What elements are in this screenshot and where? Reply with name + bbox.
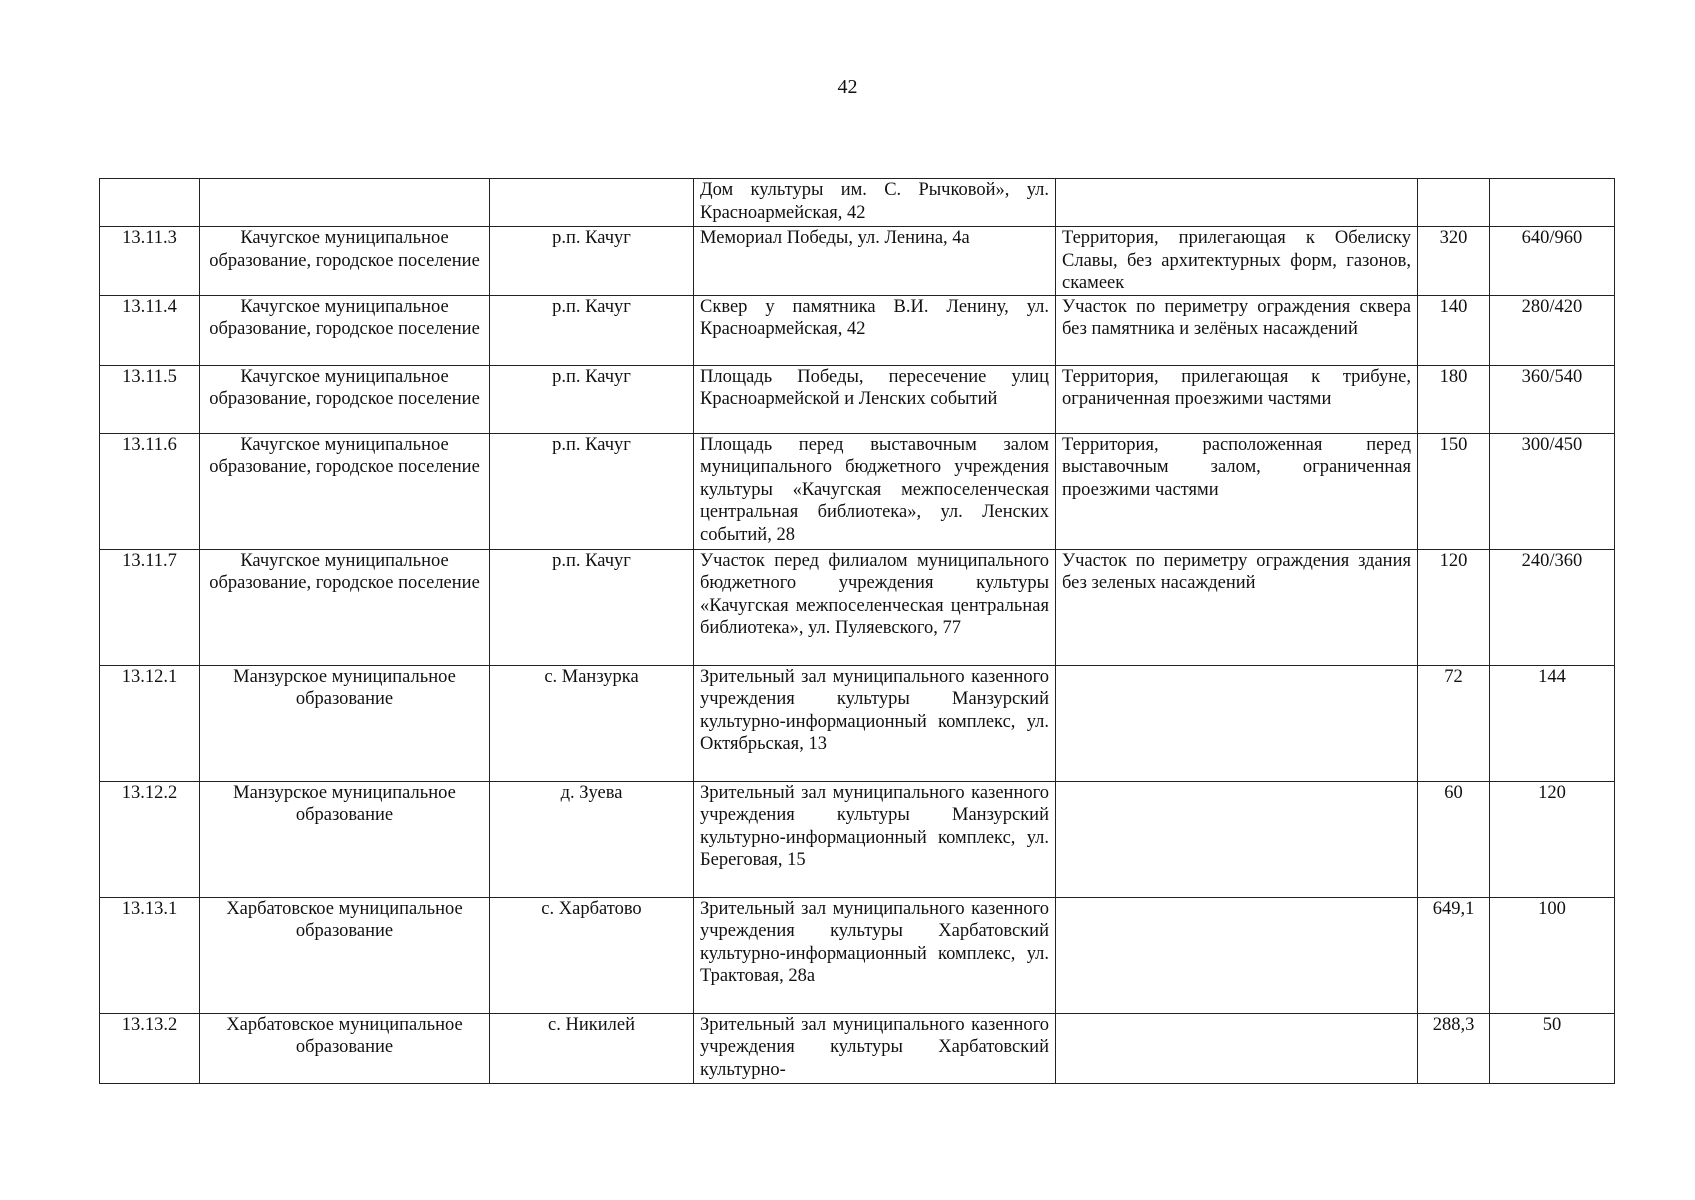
municipality-name-text: Качугское муниципальное образование, городское поселение: [209, 550, 480, 593]
cell-item-number: [100, 1013, 200, 1083]
cell-area-description: [1056, 365, 1418, 433]
cell-object-address: [694, 433, 1056, 549]
locality-name-text: р.п. Качуг: [552, 434, 631, 455]
item-number-text: 13.12.2: [121, 782, 178, 803]
cell-item-number: [100, 433, 200, 549]
cell-area-description: [1056, 665, 1418, 781]
locality-name-text: р.п. Качуг: [552, 228, 631, 248]
table-row: [100, 781, 1615, 897]
table-row: [100, 665, 1615, 781]
table-row: [100, 179, 1615, 227]
cell-municipality-name: [200, 549, 490, 665]
cell-capacity-value: [1490, 549, 1615, 665]
area-value-text: 288,3: [1432, 1014, 1475, 1035]
cell-locality-name: [490, 665, 694, 781]
cell-object-address: [694, 227, 1056, 296]
cell-capacity-value: [1490, 1013, 1615, 1083]
cell-area-description: [1056, 295, 1418, 365]
cell-object-address: [694, 897, 1056, 1013]
municipality-name-text: Качугское муниципальное образование, городское поселение: [209, 296, 480, 339]
area-value-text: 150: [1439, 434, 1468, 455]
capacity-value-text: 360/540: [1521, 366, 1583, 387]
cell-locality-name: [490, 365, 694, 433]
municipality-name-text: Харбатовское муниципальное образование: [226, 898, 463, 941]
cell-area-value: [1418, 433, 1490, 549]
locality-name-text: д. Зуева: [560, 782, 623, 803]
cell-municipality-name: [200, 665, 490, 781]
item-number-text: 13.11.6: [122, 434, 177, 455]
municipality-name-text: Качугское муниципальное образование, городское поселение: [209, 228, 480, 271]
area-value-text: 140: [1439, 296, 1468, 317]
municipality-name-text: Качугское муниципальное образование, городское поселение: [209, 434, 480, 477]
cell-municipality-name: [200, 179, 490, 227]
cell-municipality-name: [200, 227, 490, 296]
facilities-table: [99, 178, 1615, 1084]
cell-municipality-name: [200, 781, 490, 897]
capacity-value-text: 144: [1538, 666, 1566, 687]
cell-area-value: [1418, 227, 1490, 296]
cell-object-address: [694, 549, 1056, 665]
cell-area-description: [1056, 227, 1418, 296]
table-row: [100, 365, 1615, 433]
object-address-text: Зрительный зал муниципального казенного учреждения культуры Харбатовский культурно-: [700, 1014, 1049, 1080]
page-number: 42: [837, 76, 858, 98]
municipality-name-text: Манзурское муниципальное образование: [233, 782, 456, 825]
cell-locality-name: [490, 295, 694, 365]
cell-capacity-value: [1490, 781, 1615, 897]
object-address-text: Дом культуры им. С. Рычковой», ул. Красноармейская, 42: [700, 180, 1049, 223]
table-row: [100, 549, 1615, 665]
locality-name-text: р.п. Качуг: [552, 366, 631, 387]
cell-municipality-name: [200, 365, 490, 433]
area-description-text: Участок по периметру ограждения сквера без памятника и зелёных насаждений: [1062, 296, 1411, 339]
object-address-text: Мемориал Победы, ул. Ленина, 4а: [700, 228, 970, 248]
cell-area-description: [1056, 781, 1418, 897]
municipality-name-text: Качугское муниципальное образование, городское поселение: [209, 366, 480, 409]
table-row: [100, 433, 1615, 549]
capacity-value-text: 50: [1542, 1014, 1562, 1035]
cell-area-value: [1418, 665, 1490, 781]
object-address-text: Зрительный зал муниципального казенного учреждения культуры Манзурский культурно-информационный комплекс, ул. Октябрьская, 13: [700, 666, 1049, 754]
capacity-value-text: 100: [1538, 898, 1566, 919]
cell-locality-name: [490, 179, 694, 227]
table-row: [100, 897, 1615, 1013]
object-address-text: Зрительный зал муниципального казенного учреждения культуры Харбатовский культурно-информационный комплекс, ул. Трактовая, 28а: [700, 898, 1049, 986]
item-number-text: 13.11.4: [122, 296, 177, 317]
item-number-text: 13.11.3: [122, 228, 177, 248]
cell-object-address: [694, 1013, 1056, 1083]
cell-object-address: [694, 365, 1056, 433]
object-address-text: Площадь Победы, пересечение улиц Красноармейской и Ленских событий: [700, 366, 1049, 409]
cell-area-description: [1056, 549, 1418, 665]
area-value-text: 180: [1439, 366, 1468, 387]
cell-capacity-value: [1490, 227, 1615, 296]
item-number-text: 13.12.1: [121, 666, 178, 687]
area-value-text: 649,1: [1432, 898, 1475, 919]
cell-capacity-value: [1490, 433, 1615, 549]
locality-name-text: с. Никилей: [548, 1014, 635, 1035]
object-address-text: Площадь перед выставочным залом муниципального бюджетного учреждения культуры «Качугская межпоселенческая центральная библиотека», ул. Ленских событий, 28: [700, 434, 1049, 545]
cell-municipality-name: [200, 433, 490, 549]
cell-item-number: [100, 295, 200, 365]
cell-area-value: [1418, 781, 1490, 897]
cell-item-number: [100, 179, 200, 227]
cell-area-value: [1418, 365, 1490, 433]
cell-locality-name: [490, 1013, 694, 1083]
area-description-text: Территория, расположенная перед выставочным залом, ограниченная проезжими частями: [1062, 434, 1411, 500]
locality-name-text: с. Харбатово: [541, 898, 642, 919]
cell-object-address: [694, 295, 1056, 365]
object-address-text: Сквер у памятника В.И. Ленину, ул. Красноармейская, 42: [700, 296, 1049, 339]
cell-municipality-name: [200, 295, 490, 365]
cell-capacity-value: [1490, 179, 1615, 227]
cell-item-number: [100, 781, 200, 897]
cell-item-number: [100, 897, 200, 1013]
capacity-value-text: 640/960: [1521, 228, 1583, 248]
locality-name-text: р.п. Качуг: [552, 550, 631, 571]
cell-item-number: [100, 665, 200, 781]
locality-name-text: р.п. Качуг: [552, 296, 631, 317]
cell-object-address: [694, 665, 1056, 781]
municipality-name-text: Манзурское муниципальное образование: [233, 666, 456, 709]
cell-capacity-value: [1490, 665, 1615, 781]
cell-area-value: [1418, 179, 1490, 227]
cell-locality-name: [490, 897, 694, 1013]
cell-municipality-name: [200, 1013, 490, 1083]
cell-area-description: [1056, 179, 1418, 227]
item-number-text: 13.13.2: [121, 1014, 178, 1035]
item-number-text: 13.11.7: [122, 550, 177, 571]
cell-locality-name: [490, 781, 694, 897]
capacity-value-text: 120: [1538, 782, 1566, 803]
object-address-text: Участок перед филиалом муниципального бюджетного учреждения культуры «Качугская межпоселенческая центральная библиотека», ул. Пуляевского, 77: [700, 550, 1049, 638]
table-row: [100, 1013, 1615, 1083]
area-description-text: Территория, прилегающая к Обелиску Славы, без архитектурных форм, газонов, скамеек: [1062, 228, 1411, 293]
item-number-text: 13.13.1: [121, 898, 178, 919]
cell-locality-name: [490, 227, 694, 296]
capacity-value-text: 280/420: [1521, 296, 1583, 317]
object-address-text: Зрительный зал муниципального казенного учреждения культуры Манзурский культурно-информационный комплекс, ул. Береговая, 15: [700, 782, 1049, 870]
cell-object-address: [694, 179, 1056, 227]
cell-area-description: [1056, 433, 1418, 549]
cell-item-number: [100, 549, 200, 665]
area-description-text: Участок по периметру ограждения здания без зеленых насаждений: [1062, 550, 1411, 593]
area-value-text: 120: [1439, 550, 1468, 571]
item-number-text: 13.11.5: [122, 366, 177, 387]
table-row: [100, 295, 1615, 365]
cell-item-number: [100, 227, 200, 296]
capacity-value-text: 240/360: [1521, 550, 1583, 571]
area-value-text: 72: [1444, 666, 1463, 687]
table-row: [100, 227, 1615, 296]
cell-locality-name: [490, 433, 694, 549]
cell-area-description: [1056, 1013, 1418, 1083]
locality-name-text: с. Манзурка: [544, 666, 639, 687]
municipality-name-text: Харбатовское муниципальное образование: [226, 1014, 463, 1057]
cell-area-value: [1418, 295, 1490, 365]
cell-area-description: [1056, 897, 1418, 1013]
area-description-text: Территория, прилегающая к трибуне, ограниченная проезжими частями: [1062, 366, 1411, 409]
cell-area-value: [1418, 897, 1490, 1013]
cell-item-number: [100, 365, 200, 433]
capacity-value-text: 300/450: [1521, 434, 1583, 455]
area-value-text: 320: [1439, 228, 1468, 248]
area-value-text: 60: [1444, 782, 1463, 803]
cell-locality-name: [490, 549, 694, 665]
cell-capacity-value: [1490, 897, 1615, 1013]
cell-capacity-value: [1490, 295, 1615, 365]
cell-area-value: [1418, 1013, 1490, 1083]
cell-area-value: [1418, 549, 1490, 665]
cell-capacity-value: [1490, 365, 1615, 433]
cell-object-address: [694, 781, 1056, 897]
cell-municipality-name: [200, 897, 490, 1013]
